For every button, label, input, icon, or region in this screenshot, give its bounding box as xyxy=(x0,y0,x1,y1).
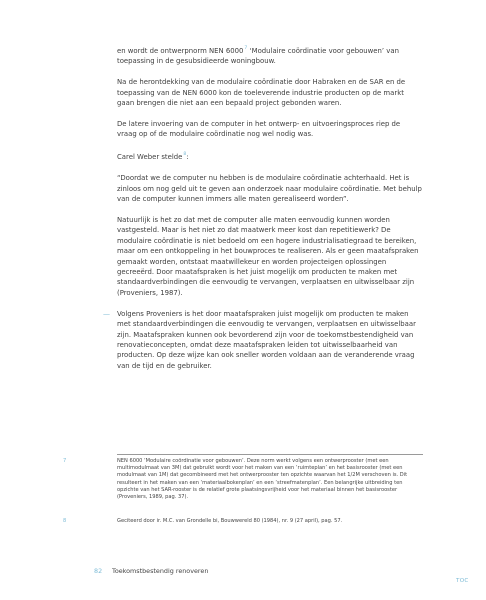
paragraph-1-text-rest: ‘Modulaire coördinatie voor gebouwen’ van toepassing in de gesubsidieerde woningbouw. xyxy=(117,47,399,66)
paragraph-1 xyxy=(117,44,422,67)
footnote-number: 8 xyxy=(63,518,67,524)
page-number: 82 xyxy=(94,567,103,575)
paragraph-4 xyxy=(117,150,422,162)
paragraph-4-colon: : xyxy=(186,153,189,162)
footnote-number: 7 xyxy=(63,458,67,464)
paragraph-3: De latere invoering van de computer in het ontwerp- en uitvoeringsproces riep de vraag op of de modulaire coördinatie nog wel nodig was. xyxy=(117,120,401,139)
paragraph-4-text: Carel Weber stelde xyxy=(117,153,183,162)
footnote-ref-7[interactable]: 7 xyxy=(244,46,248,51)
footnote-text: Geciteerd door ir. M.C. van Grondelle bi, Bouwwereld 80 (1984), nr. 9 (27 april), pag. 57. xyxy=(117,518,343,524)
bullet-text: Volgens Proveniers is het door maatafspraken juist mogelijk om producten te maken met standaardverbindingen die eenvoudig te vervangen, verplaatsen en uitwisselbaar zijn. Maatafspraken kunnen ook bevorderend zijn voor de toekomstbestendigheid van renovatieconcepten, omdat deze maatafspraken leiden tot uitwisselbaarheid van producten. Op deze wijze kan ook sneller worden voldaan aan de veranderende vraag van de tijd en de gebruiker. xyxy=(117,309,416,370)
footnote-text: NEN 6000 ‘Modulaire coördinatie voor gebouwen’. Deze norm werkt volgens een ontwerprooster (met een multimodulmaat van 3M) dat gebruikt wordt voor het maken van een ‘ruimteplan’ en het basisrooster (met een modulmaat van 1M) dat gecombineerd met het ontwerprooster ten opzichte waarvan het 1/2M verschoven is. Dit resulteert in het maken van een ‘materiaalbokenplan’ en een ‘streefmatenplan’. Een belangrijke uitbreiding ten opzichte van het SAR-rooster is de relatief grote plaatsingsvrijheid voor het materiaal binnen het basisrooster (Proveniers, 1989, pag. 37). xyxy=(117,458,408,501)
toc-link[interactable]: TOC xyxy=(456,578,469,584)
running-footer-title: Toekomstbestendig renoveren xyxy=(112,567,209,575)
main-text-column xyxy=(103,44,422,382)
quote-paragraph: “Doordat we de computer nu hebben is de modulaire coördinatie achterhaald. Het is zinloos om nog geld uit te geven aan onderzoek naar modulaire coördinatie. Met behulp van de computer kunnen immers alle maten gerealiseerd worden”. xyxy=(117,174,422,204)
paragraph-6: Natuurlijk is het zo dat met de computer alle maten eenvoudig kunnen worden vastgesteld. Maar is het niet zo dat maatwerk meer kost dan repetitiewerk? De modulaire coördinatie is niet bedoeld om een hogere industrialisatiegraad te bereiken, maar om een ontkoppeling in het bouwproces te realiseren. Als er geen maatafspraken gemaakt worden, ontstaat maatwillekeur en worden projecteigen oplossingen gecreeërd. Door maatafspraken is het juist mogelijk om producten te maken met standaardverbindingen die eenvoudig te vervangen, verplaatsen en uitwisselbaar zijn (Proveniers, 1987). xyxy=(117,215,419,297)
footnote-divider xyxy=(117,454,423,455)
paragraph-1-text: en wordt de ontwerpnorm NEN 6000 xyxy=(117,47,244,55)
paragraph-2: Na de herontdekking van de modulaire coördinatie door Habraken en de SAR en de toepassing van de NEN 6000 kon de toeleverende industrie producten op de markt gaan brengen die niet aan een bepaald project gebonden waren. xyxy=(117,78,406,108)
bullet-item xyxy=(103,309,422,371)
bullet-dash-icon: — xyxy=(103,309,110,318)
footnote-ref-8[interactable]: 8 xyxy=(183,152,187,158)
